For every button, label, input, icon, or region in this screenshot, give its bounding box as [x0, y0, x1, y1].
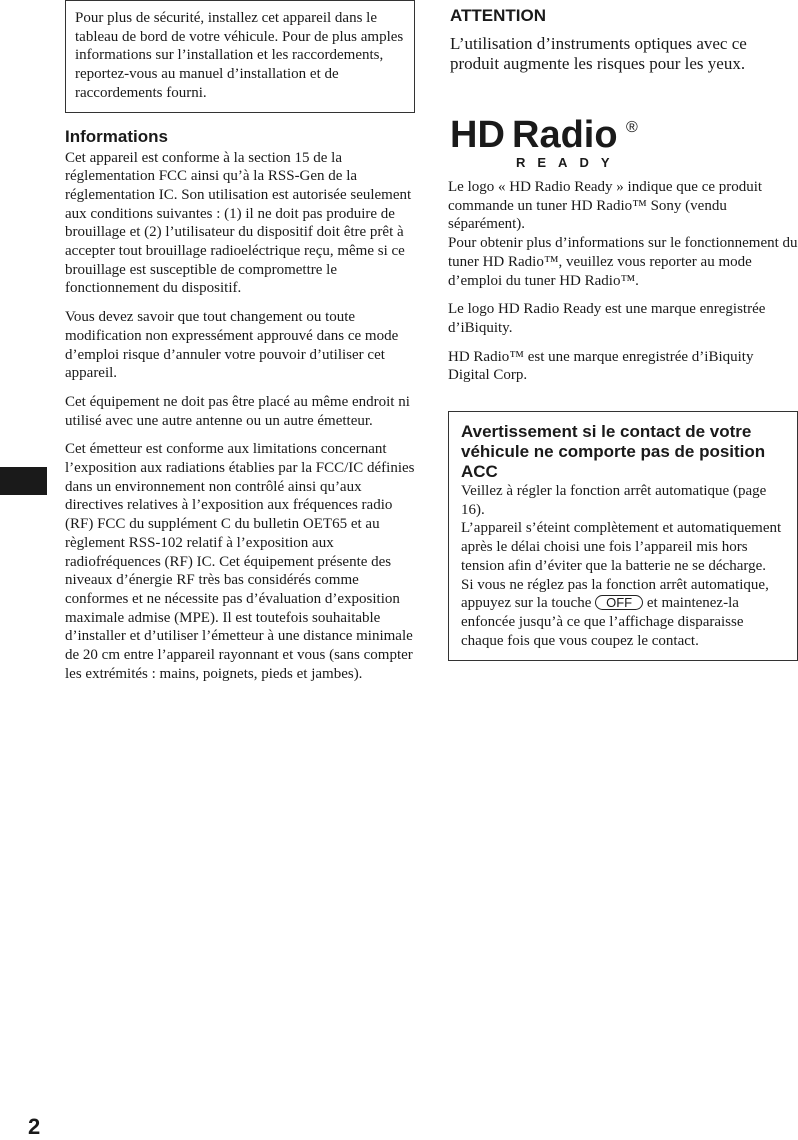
right-column [448, 0, 798, 661]
attention-text: L’utilisation d’instruments optiques avec ce produit augmente les risques pour les yeux. [450, 34, 747, 73]
left-column [65, 0, 415, 684]
rf-exposure-paragraph: Cet émetteur est conforme aux limitations concernant l’exposition aux radiations établies par la FCC/IC définies dans un environnement non contrôlé ainsi qu’aux directives relatives à l’exposition aux fréquences radio (RF) FCC du supplément C du bulletin OET65 et au règlement RSS-102 relatif à l’exposition aux radiofréquences (RF) IC. Cet équipement présente des niveaux d’énergie RF très bas considérés comme conformes et ne nécessite pas d’évaluation d’exposition maximale admise (MPE). Il est toutefois souhaitable d’installer et d’utiliser l’émetteur à une distance minimale de 20 cm entre l’appareil rayonnant et vous (sans compter les extrémités : mains, poignets, pieds et jambes). [65, 441, 415, 682]
attention-heading: ATTENTION [450, 6, 547, 25]
antenna-paragraph: Cet équipement ne doit pas être placé au même endroit ni utilisé avec une autre antenne ou un autre émetteur. [65, 393, 410, 429]
section-tab-marker [0, 467, 47, 495]
acc-warning-line3 [461, 576, 785, 651]
hd-radio-ready-paragraph: Le logo « HD Radio Ready » indique que ce produit commande un tuner HD Radio™ Sony (vendu séparément). Pour obtenir plus d’informations sur le fonctionnement du tuner HD Radio™, veuillez vous reporter au mode d’emploi du tuner HD Radio™. [448, 179, 798, 289]
logo-hd: HD [450, 114, 505, 156]
hd-radio-trademark-paragraph: HD Radio™ est une marque enregistrée d’iBiquity Digital Corp. [448, 348, 754, 384]
installation-notice-box [65, 0, 415, 113]
installation-notice-text: Pour plus de sécurité, installez cet appareil dans le tableau de bord de votre véhicule. Pour de plus amples informations sur l’installation et les raccordements, reportez-vous au manuel d’installation et de raccordements fourni. [75, 10, 404, 101]
off-key: OFF [595, 595, 643, 610]
acc-warning-line3-before: Si vous ne réglez pas la fonction arrêt automatique, appuyez sur la touche [461, 576, 769, 612]
acc-warning-line2: L’appareil s’éteint complètement et automatiquement après le délai choisi une fois l’appareil mis hors tension afin d’éviter que la batterie ne se décharge. [461, 520, 782, 574]
acc-warning-heading: Avertissement si le contact de votre véhicule ne comporte pas de position ACC [461, 422, 766, 482]
acc-warning-line1: Veillez à régler la fonction arrêt automatique (page 16). [461, 483, 767, 518]
acc-warning-line3-after: et maintenez-la enfoncée jusqu’à ce que l’affichage disparaisse chaque fois que vous coupez le contact. [461, 595, 744, 649]
acc-warning-box [448, 411, 798, 661]
logo-ready: READY [516, 155, 622, 170]
logo-registered: ® [626, 119, 638, 136]
fcc-paragraph: Cet appareil est conforme à la section 15 de la réglementation FCC ainsi qu’à la RSS-Gen de la réglementation IC. Son utilisation est autorisée seulement aux conditions suivantes : (1) il ne doit pas produire de brouillage et (2) l’utilisateur du dispositif doit être prêt à accepter tout brouillage radioeléctrique reçu, même si ce brouillage est susceptible de compromettre le fonctionnement du dispositif. [65, 149, 412, 297]
informations-heading: Informations [65, 126, 168, 146]
page-number: 2 [28, 1114, 41, 1139]
logo-trademark-paragraph: Le logo HD Radio Ready est une marque enregistrée d’iBiquity. [448, 301, 766, 336]
modification-paragraph: Vous devez savoir que tout changement ou toute modification non expressément approuvé dans ce mode d’emploi risque d’annuler votre pouvoir d’utiliser cet appareil. [65, 309, 399, 382]
logo-radio: Radio [512, 114, 618, 156]
hd-radio-ready-logo [448, 110, 798, 172]
hd-radio-ready-logo-graphic [448, 110, 648, 172]
